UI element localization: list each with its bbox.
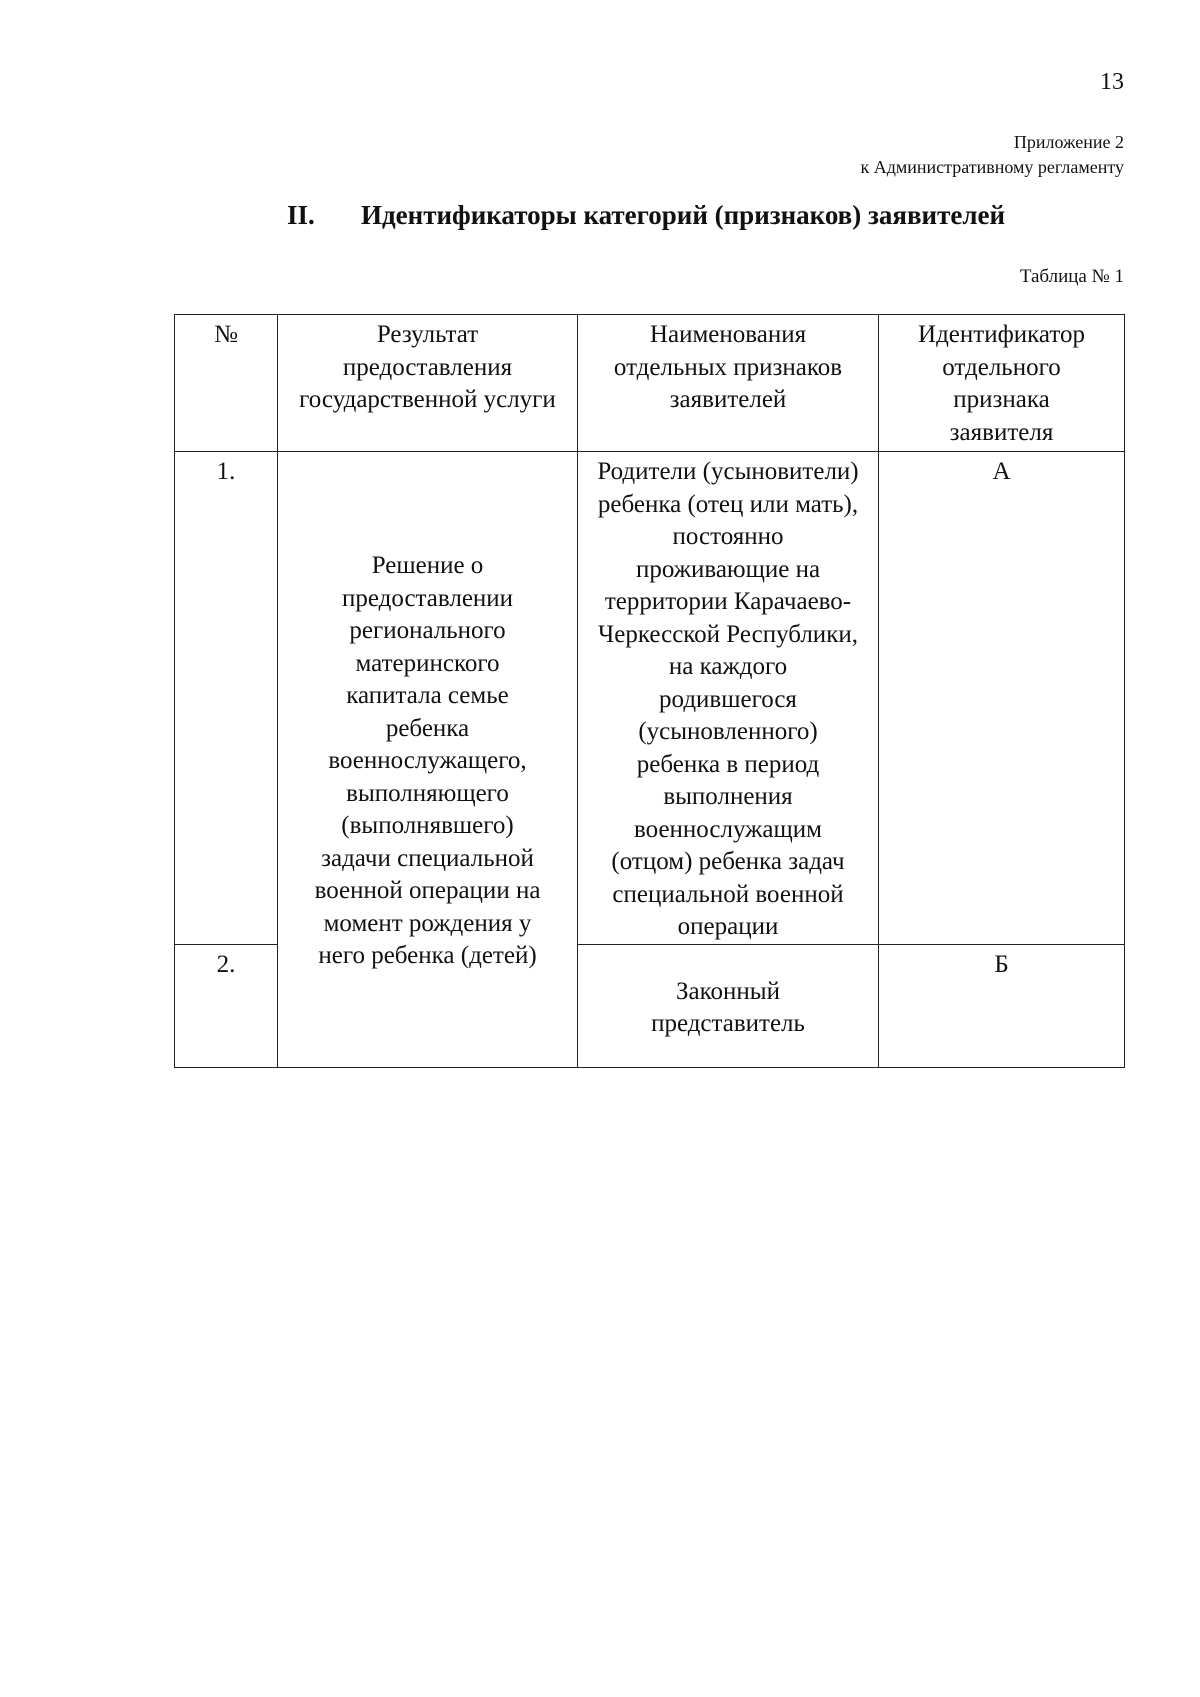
applicant-identifiers-table: [174, 314, 1125, 1068]
header-cell-names: Наименования отдельных признаков заявителей: [578, 315, 879, 452]
table-row: [175, 452, 1125, 945]
result-cell: Решение о предоставлении регионального материнского капитала семье ребенка военнослужащего, выполняющего (выполнявшего) задачи специальной военной операции на момент рождения у него ребенка (детей): [278, 452, 578, 1068]
table-header-row: [175, 315, 1125, 452]
row-number-cell: 2.: [175, 945, 278, 1068]
header-cell-num: №: [175, 315, 278, 452]
appendix-line: к Административному регламенту: [860, 157, 1124, 177]
appendix-note: [860, 130, 1124, 180]
page-number: 13: [1100, 69, 1124, 95]
applicant-names-cell: Законный представитель: [578, 945, 879, 1068]
row-number-cell: 1.: [175, 452, 278, 945]
identifier-cell: А: [879, 452, 1125, 945]
section-number: II.: [287, 200, 315, 230]
applicant-names-cell: Родители (усыновители) ребенка (отец или мать), постоянно проживающие на территории Карачаево- Черкесской Республики, на каждого родившегося (усыновленного) ребенка в период выполнения военнослужащим (отцом) ребенка задач специальной военной операции: [578, 452, 879, 945]
appendix-line: Приложение 2: [1013, 132, 1124, 152]
section-title-text: Идентификаторы категорий (признаков) заявителей: [361, 200, 1006, 230]
table-caption: Таблица № 1: [1019, 266, 1124, 287]
header-cell-result: Результат предоставления государственной услуги: [278, 315, 578, 452]
header-cell-identifier: Идентификатор отдельного признака заявителя: [879, 315, 1125, 452]
identifier-cell: Б: [879, 945, 1125, 1068]
